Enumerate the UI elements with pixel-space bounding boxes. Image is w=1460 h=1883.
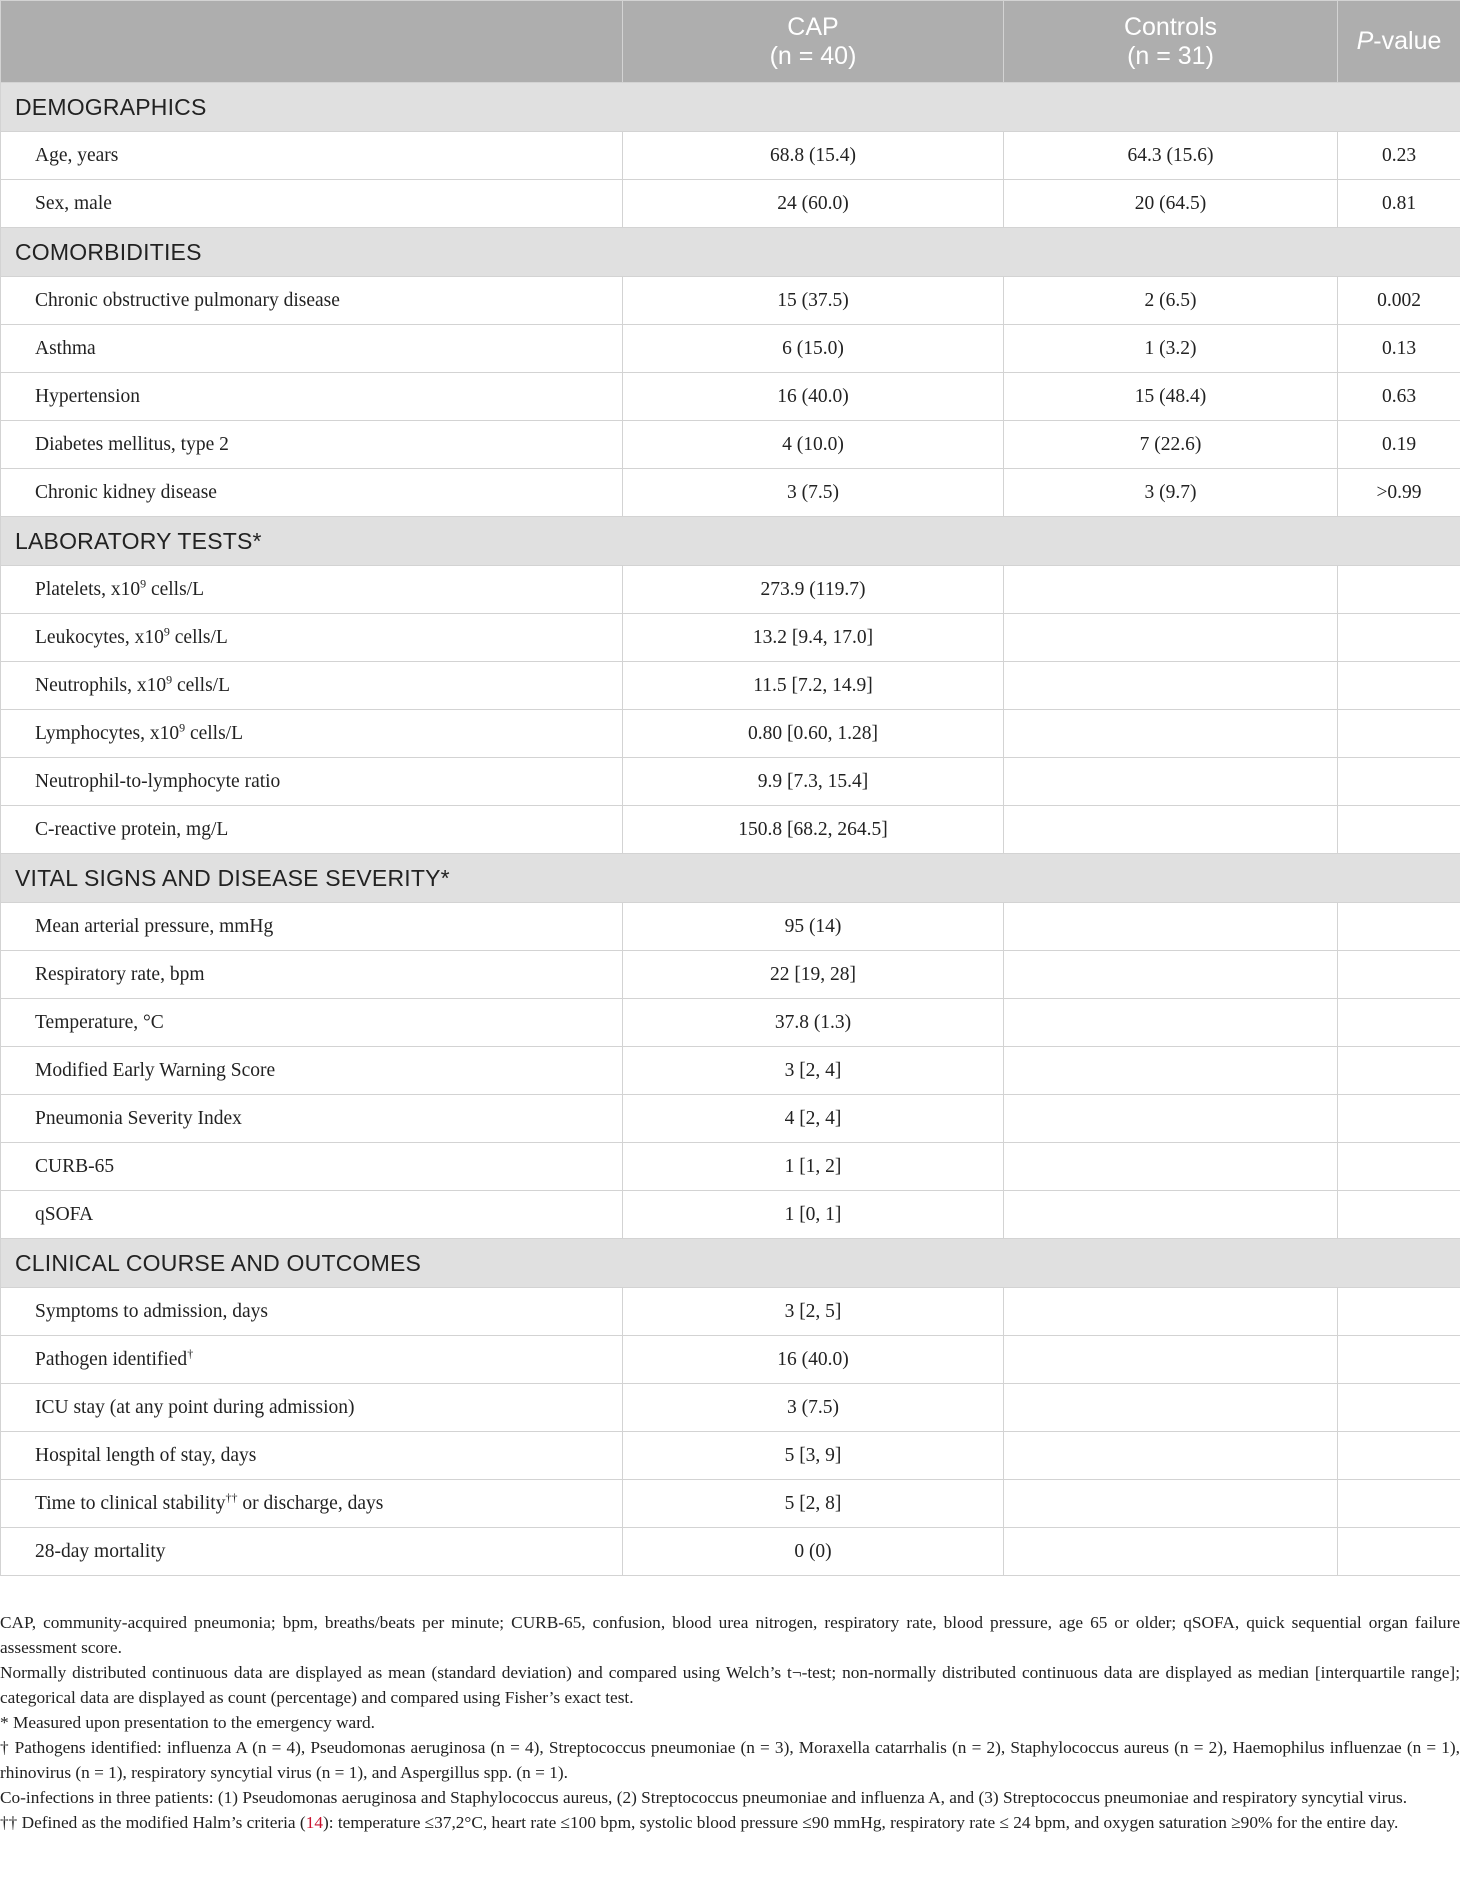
p-value xyxy=(1338,1336,1460,1384)
row-label: Modified Early Warning Score xyxy=(1,1047,623,1095)
section-demographics xyxy=(1,83,1460,132)
header-p-italic: P xyxy=(1356,27,1374,55)
table-row xyxy=(1,614,1460,662)
section-clinical-outcomes xyxy=(1,1239,1460,1288)
table-row xyxy=(1,1047,1460,1095)
p-value: 0.63 xyxy=(1338,373,1460,421)
table-row xyxy=(1,1384,1460,1432)
cap-value: 4 [2, 4] xyxy=(623,1095,1004,1143)
footnote-double-dagger: †† Defined as the modified Halm’s criteria (14): temperature ≤37,2°C, heart rate ≤100 bpm, systolic blood pressure ≤90 mmHg, respiratory rate ≤ 24 bpm, and oxygen saturation ≥90% for the entire day. xyxy=(0,1813,1399,1832)
row-label: Platelets, $x10^9$ cells/L xyxy=(1,566,623,614)
header-controls-n: (n = 31) xyxy=(1127,41,1214,70)
cap-value: 3 (7.5) xyxy=(623,1384,1004,1432)
footnote-dagger: † Pathogens identified: influenza A (n = 4), Pseudomonas aeruginosa (n = 4), Streptococcus pneumoniae (n = 3), Moraxella catarrhalis (n = 2), Staphylococcus aureus (n = 2), Haemophilus influenzae (n = 1), rhinovirus (n = 1), respiratory syncytial virus (n = 1), and Aspergillus spp. (n = 1). xyxy=(0,1738,1460,1782)
cap-value: 1 [1, 2] xyxy=(623,1143,1004,1191)
p-value xyxy=(1338,806,1460,854)
p-value: 0.81 xyxy=(1338,180,1460,228)
row-label: Hospital length of stay, days xyxy=(1,1432,623,1480)
controls-value xyxy=(1004,614,1338,662)
cap-value: 5 [3, 9] xyxy=(623,1432,1004,1480)
row-label: Chronic kidney disease xyxy=(1,469,623,517)
table-row xyxy=(1,1143,1460,1191)
cap-value: 5 [2, 8] xyxy=(623,1480,1004,1528)
cap-value: 95 (14) xyxy=(623,903,1004,951)
row-label: Sex, male xyxy=(1,180,623,228)
section-title: LABORATORY TESTS* xyxy=(1,517,1460,566)
controls-value xyxy=(1004,806,1338,854)
p-value: 0.002 xyxy=(1338,277,1460,325)
p-value xyxy=(1338,1143,1460,1191)
table-row xyxy=(1,566,1460,614)
row-label: Asthma xyxy=(1,325,623,373)
p-value xyxy=(1338,1432,1460,1480)
table-row xyxy=(1,710,1460,758)
cap-value: 22 [19, 28] xyxy=(623,951,1004,999)
cap-value: 4 (10.0) xyxy=(623,421,1004,469)
cap-value: 37.8 (1.3) xyxy=(623,999,1004,1047)
p-value xyxy=(1338,1384,1460,1432)
footnote-coinfections: Co-infections in three patients: (1) Pseudomonas aeruginosa and Staphylococcus aureus, (2) Streptococcus pneumoniae and influenza A, and (3) Streptococcus pneumoniae and respiratory syncytial virus. xyxy=(0,1788,1408,1807)
table-row xyxy=(1,662,1460,710)
p-value xyxy=(1338,903,1460,951)
row-label: Leukocytes, $x10^9$ cells/L xyxy=(1,614,623,662)
p-value xyxy=(1338,758,1460,806)
controls-value: 2 (6.5) xyxy=(1004,277,1338,325)
controls-value xyxy=(1004,951,1338,999)
cap-value: 68.8 (15.4) xyxy=(623,132,1004,180)
controls-value xyxy=(1004,710,1338,758)
footnote-abbreviations: CAP, community-acquired pneumonia; bpm, breaths/beats per minute; CURB-65, confusion, blood urea nitrogen, respiratory rate, blood pressure, age 65 or older; qSOFA, quick sequential organ failure assessment score. xyxy=(0,1613,1460,1657)
row-label: 28-day mortality xyxy=(1,1528,623,1576)
controls-value xyxy=(1004,566,1338,614)
p-value: >0.99 xyxy=(1338,469,1460,517)
header-cap-n: (n = 40) xyxy=(769,41,857,70)
p-value xyxy=(1338,1528,1460,1576)
controls-value: 1 (3.2) xyxy=(1004,325,1338,373)
table-row xyxy=(1,903,1460,951)
header-empty-cell xyxy=(1,1,623,83)
table-row xyxy=(1,999,1460,1047)
row-label: ICU stay (at any point during admission) xyxy=(1,1384,623,1432)
controls-value xyxy=(1004,1095,1338,1143)
cap-value: 0 (0) xyxy=(623,1528,1004,1576)
section-laboratory-tests xyxy=(1,517,1460,566)
cap-value: 273.9 (119.7) xyxy=(623,566,1004,614)
header-row xyxy=(1,1,1460,83)
cap-value: 24 (60.0) xyxy=(623,180,1004,228)
cap-value: 3 [2, 5] xyxy=(623,1288,1004,1336)
table-row xyxy=(1,277,1460,325)
cap-value: 13.2 [9.4, 17.0] xyxy=(623,614,1004,662)
cap-value: 16 (40.0) xyxy=(623,373,1004,421)
table-header xyxy=(1,1,1460,83)
header-controls xyxy=(1004,1,1338,83)
table-row xyxy=(1,325,1460,373)
row-label: qSOFA xyxy=(1,1191,623,1239)
cap-value: 9.9 [7.3, 15.4] xyxy=(623,758,1004,806)
table-row xyxy=(1,373,1460,421)
table-row xyxy=(1,132,1460,180)
row-label: Diabetes mellitus, type 2 xyxy=(1,421,623,469)
table-row xyxy=(1,1288,1460,1336)
row-label: Pneumonia Severity Index xyxy=(1,1095,623,1143)
table-row xyxy=(1,1191,1460,1239)
section-title: CLINICAL COURSE AND OUTCOMES xyxy=(1,1239,1460,1288)
p-value xyxy=(1338,951,1460,999)
p-value xyxy=(1338,999,1460,1047)
row-label: Pathogen identified† xyxy=(1,1336,623,1384)
section-title: COMORBIDITIES xyxy=(1,228,1460,277)
cap-value: 3 [2, 4] xyxy=(623,1047,1004,1095)
table-row xyxy=(1,951,1460,999)
row-label: C-reactive protein, mg/L xyxy=(1,806,623,854)
header-cap xyxy=(623,1,1004,83)
controls-value xyxy=(1004,999,1338,1047)
table-footnotes xyxy=(0,1610,1460,1835)
controls-value xyxy=(1004,1528,1338,1576)
controls-value: 20 (64.5) xyxy=(1004,180,1338,228)
section-vital-signs xyxy=(1,854,1460,903)
controls-value xyxy=(1004,903,1338,951)
p-value xyxy=(1338,1480,1460,1528)
cap-value: 16 (40.0) xyxy=(623,1336,1004,1384)
table-row xyxy=(1,469,1460,517)
p-value xyxy=(1338,1095,1460,1143)
row-label: Temperature, °C xyxy=(1,999,623,1047)
p-value: 0.19 xyxy=(1338,421,1460,469)
row-label: Time to clinical stability†† or discharge, days xyxy=(1,1480,623,1528)
controls-value: 7 (22.6) xyxy=(1004,421,1338,469)
controls-value xyxy=(1004,662,1338,710)
table-row xyxy=(1,421,1460,469)
p-value: 0.13 xyxy=(1338,325,1460,373)
section-title: VITAL SIGNS AND DISEASE SEVERITY* xyxy=(1,854,1460,903)
row-label: Lymphocytes, $x10^9$ cells/L xyxy=(1,710,623,758)
cap-value: 0.80 [0.60, 1.28] xyxy=(623,710,1004,758)
controls-value xyxy=(1004,1143,1338,1191)
row-label: Chronic obstructive pulmonary disease xyxy=(1,277,623,325)
table-row xyxy=(1,1432,1460,1480)
controls-value: 64.3 (15.6) xyxy=(1004,132,1338,180)
cap-value: 1 [0, 1] xyxy=(623,1191,1004,1239)
row-label: Age, years xyxy=(1,132,623,180)
controls-value xyxy=(1004,1288,1338,1336)
p-value xyxy=(1338,614,1460,662)
table-row xyxy=(1,1336,1460,1384)
section-title: DEMOGRAPHICS xyxy=(1,83,1460,132)
controls-value xyxy=(1004,1480,1338,1528)
table-row xyxy=(1,1095,1460,1143)
row-label: Respiratory rate, bpm xyxy=(1,951,623,999)
reference-link[interactable]: 14 xyxy=(305,1813,323,1832)
row-label: Symptoms to admission, days xyxy=(1,1288,623,1336)
p-value xyxy=(1338,710,1460,758)
controls-value: 3 (9.7) xyxy=(1004,469,1338,517)
cap-value: 11.5 [7.2, 14.9] xyxy=(623,662,1004,710)
controls-value xyxy=(1004,1384,1338,1432)
p-value xyxy=(1338,1047,1460,1095)
table-row xyxy=(1,758,1460,806)
table-row xyxy=(1,1528,1460,1576)
p-value xyxy=(1338,1191,1460,1239)
cap-value: 150.8 [68.2, 264.5] xyxy=(623,806,1004,854)
controls-value: 15 (48.4) xyxy=(1004,373,1338,421)
row-label: Neutrophil-to-lymphocyte ratio xyxy=(1,758,623,806)
header-p-rest: -value xyxy=(1373,27,1442,55)
p-value xyxy=(1338,662,1460,710)
header-p-value xyxy=(1338,1,1460,83)
row-label: Hypertension xyxy=(1,373,623,421)
controls-value xyxy=(1004,1047,1338,1095)
footnote-methods: Normally distributed continuous data are displayed as mean (standard deviation) and compared using Welch’s t¬-test; non-normally distributed continuous data are displayed as median [interquartile range]; categorical data are displayed as count (percentage) and compared using Fisher’s exact test. xyxy=(0,1663,1460,1707)
controls-value xyxy=(1004,758,1338,806)
cap-value: 6 (15.0) xyxy=(623,325,1004,373)
p-value xyxy=(1338,566,1460,614)
cap-value: 3 (7.5) xyxy=(623,469,1004,517)
table-row xyxy=(1,1480,1460,1528)
footnote-star: * Measured upon presentation to the emergency ward. xyxy=(0,1713,375,1732)
table-row xyxy=(1,180,1460,228)
table-row xyxy=(1,806,1460,854)
controls-value xyxy=(1004,1191,1338,1239)
row-label: Mean arterial pressure, mmHg xyxy=(1,903,623,951)
row-label: Neutrophils, $x10^9$ cells/L xyxy=(1,662,623,710)
row-label: CURB-65 xyxy=(1,1143,623,1191)
cap-value: 15 (37.5) xyxy=(623,277,1004,325)
p-value: 0.23 xyxy=(1338,132,1460,180)
section-comorbidities xyxy=(1,228,1460,277)
header-cap-name: CAP xyxy=(787,12,839,41)
controls-value xyxy=(1004,1432,1338,1480)
controls-value xyxy=(1004,1336,1338,1384)
p-value xyxy=(1338,1288,1460,1336)
header-controls-name: Controls xyxy=(1123,12,1218,41)
